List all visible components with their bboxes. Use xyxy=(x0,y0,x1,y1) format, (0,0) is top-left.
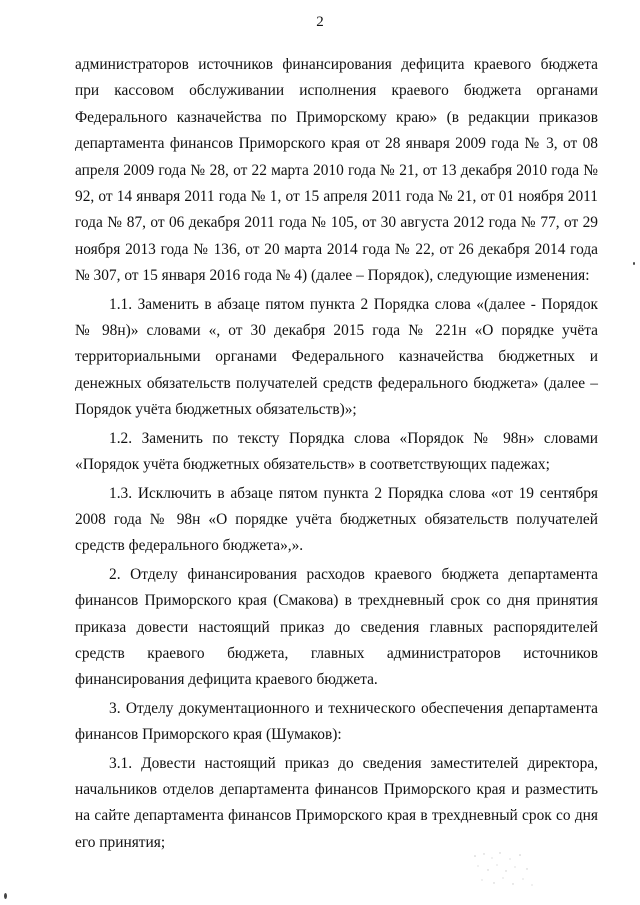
scan-speck xyxy=(4,893,7,899)
faint-stamp-mark xyxy=(470,850,540,890)
paragraph-item-1-3: 1.3. Исключить в абзаце пятом пункта 2 Порядка слова «от 19 сентября 2008 года № 98н «О порядке учёта бюджетных обязательств получателей средств федерального бюджета»,». xyxy=(75,484,598,555)
paragraph-item-1-1: 1.1. Заменить в абзаце пятом пункта 2 Порядка слова «(далее - Порядок № 98н)» словами «, от 30 декабря 2015 года № 221н «О порядке учёта территориальными органами Федерального казначейства бюджетных и денежных обязательств получателей средств федерального бюджета» (далее – Порядок учёта бюджетных обязательств)»; xyxy=(75,295,598,419)
paragraph-item-3: 3. Отделу документационного и технического обеспечения департамента финансов Приморского края (Шумаков): xyxy=(75,699,598,744)
paragraph-continuation: администраторов источников финансирования дефицита краевого бюджета при кассовом обслуживании исполнения краевого бюджета органами Федерального казначейства по Приморскому краю» (в редакции приказов департамента финансов Приморского края от 28 января 2009 года № 3, от 08 апреля 2009 года № 28, от 22 марта 2010 года № 21, от 13 декабря 2010 года № 92, от 14 января 2011 года № 1, от 15 апреля 2011 года № 21, от 01 ноября 2011 года № 87, от 06 декабря 2011 года № 105, от 30 августа 2012 года № 77, от 29 ноября 2013 года № 136, от 20 марта 2014 года № 22, от 26 декабря 2014 года № 307, от 15 января 2016 года № 4) (далее – Порядок), следующие изменения: xyxy=(75,56,598,285)
paragraph-item-2: 2. Отделу финансирования расходов краевого бюджета департамента финансов Приморского края (Смакова) в трехдневный срок со дня принятия приказа довести настоящий приказ до сведения главных распорядителей средств краевого бюджета, главных администраторов источников финансирования дефицита краевого бюджета. xyxy=(75,565,598,689)
scan-speck xyxy=(633,262,635,265)
document-body xyxy=(75,52,598,856)
page-number: 2 xyxy=(316,14,324,30)
paragraph-item-1-2: 1.2. Заменить по тексту Порядка слова «Порядок № 98н» словами «Порядок учёта бюджетных обязательств» в соответствующих падежах; xyxy=(75,429,598,474)
paragraph-item-3-1: 3.1. Довести настоящий приказ до сведения заместителей директора, начальников отделов департамента финансов Приморского края и разместить на сайте департамента финансов Приморского края в трехдневный срок со дня его принятия; xyxy=(75,754,598,851)
